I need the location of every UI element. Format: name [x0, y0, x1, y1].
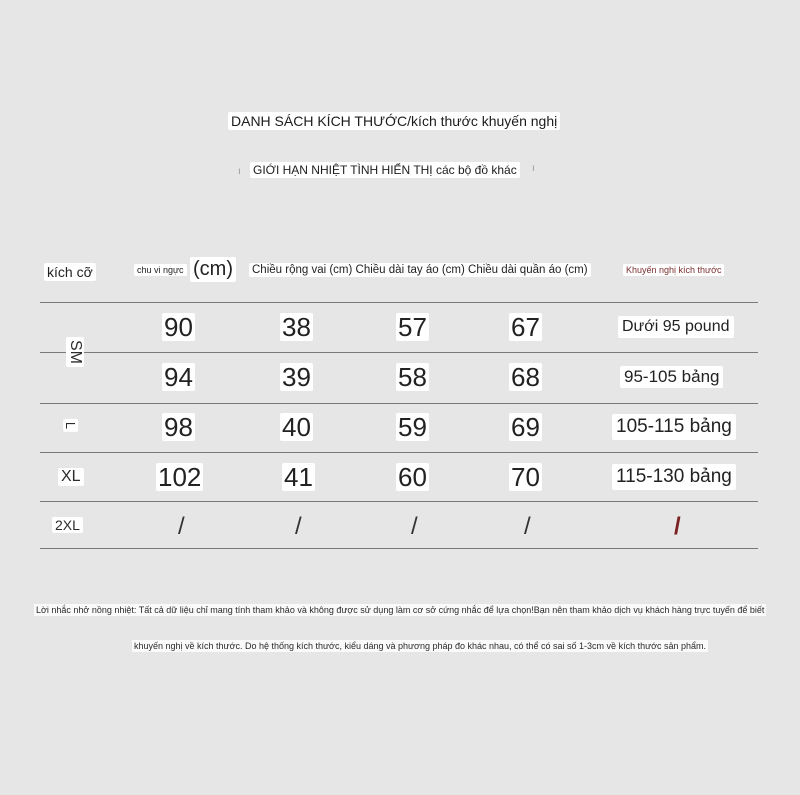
size-label-xl: XL — [58, 468, 84, 486]
table-divider — [40, 452, 758, 453]
header-size: kích cỡ — [44, 263, 96, 281]
header-recommend: Khuyến nghị kích thước — [623, 264, 724, 276]
cell-sleeve: / — [411, 513, 418, 540]
cell-sleeve: 59 — [398, 412, 427, 442]
cell-shoulder: / — [295, 513, 302, 540]
cell-length: 68 — [511, 362, 540, 392]
cell-length: 69 — [511, 412, 540, 442]
decorative-mark: ı — [532, 163, 535, 174]
cell-recommend: 105-115 bảng — [612, 414, 736, 440]
cell-shoulder: 38 — [282, 312, 311, 342]
cell-recommend: Dưới 95 pound — [618, 316, 734, 338]
page-title: DANH SÁCH KÍCH THƯỚC/kích thước khuyến nghị — [228, 112, 560, 130]
cell-recommend: 115-130 bảng — [612, 464, 736, 490]
note-line-1: Lời nhắc nhở nồng nhiệt: Tất cả dữ liệu chỉ mang tính tham khảo và không được sử dụng làm cơ sở cứng nhắc để lựa chọn!Bạn nên tham khảo dịch vụ khách hàng trực tuyến để biết — [36, 605, 765, 615]
header-chest-unit: (cm) — [190, 257, 236, 282]
header-chest: chu vi ngực — [134, 264, 187, 276]
cell-length: / — [524, 513, 531, 540]
size-label-sm: SM — [66, 337, 84, 367]
cell-chest: 98 — [164, 412, 193, 442]
size-label-2xl: 2XL — [52, 517, 83, 533]
cell-chest: 94 — [164, 362, 193, 392]
cell-length: 70 — [511, 462, 540, 492]
cell-length: 67 — [511, 312, 540, 342]
decorative-mark: ı — [238, 166, 241, 177]
cell-sleeve: 60 — [398, 462, 427, 492]
table-divider — [40, 501, 758, 502]
cell-recommend: 95-105 bảng — [620, 366, 723, 388]
table-divider — [40, 352, 758, 353]
cell-chest: 90 — [164, 312, 193, 342]
table-divider — [40, 302, 758, 303]
table-divider — [40, 548, 758, 549]
cell-chest: / — [178, 513, 185, 540]
cell-chest: 102 — [158, 462, 202, 492]
table-divider — [40, 403, 758, 404]
cell-sleeve: 58 — [398, 362, 427, 392]
cell-shoulder: 40 — [282, 412, 311, 442]
cell-recommend: / — [674, 513, 681, 540]
cell-sleeve: 57 — [398, 312, 427, 342]
header-measurements: Chiều rộng vai (cm) Chiều dài tay áo (cm) Chiều dài quần áo (cm) — [249, 263, 591, 277]
cell-shoulder: 41 — [284, 462, 313, 492]
note-line-2: khuyến nghị về kích thước. Do hệ thống kích thước, kiểu dáng và phương pháp đo khác nhau, có thể có sai số 1-3cm về kích thước sản phẩm. — [134, 641, 707, 651]
size-label-l: L — [63, 419, 78, 432]
page-subtitle: GIỚI HẠN NHIỆT TÌNH HIỂN THỊ các bộ đồ khác — [250, 162, 520, 178]
cell-shoulder: 39 — [282, 362, 311, 392]
